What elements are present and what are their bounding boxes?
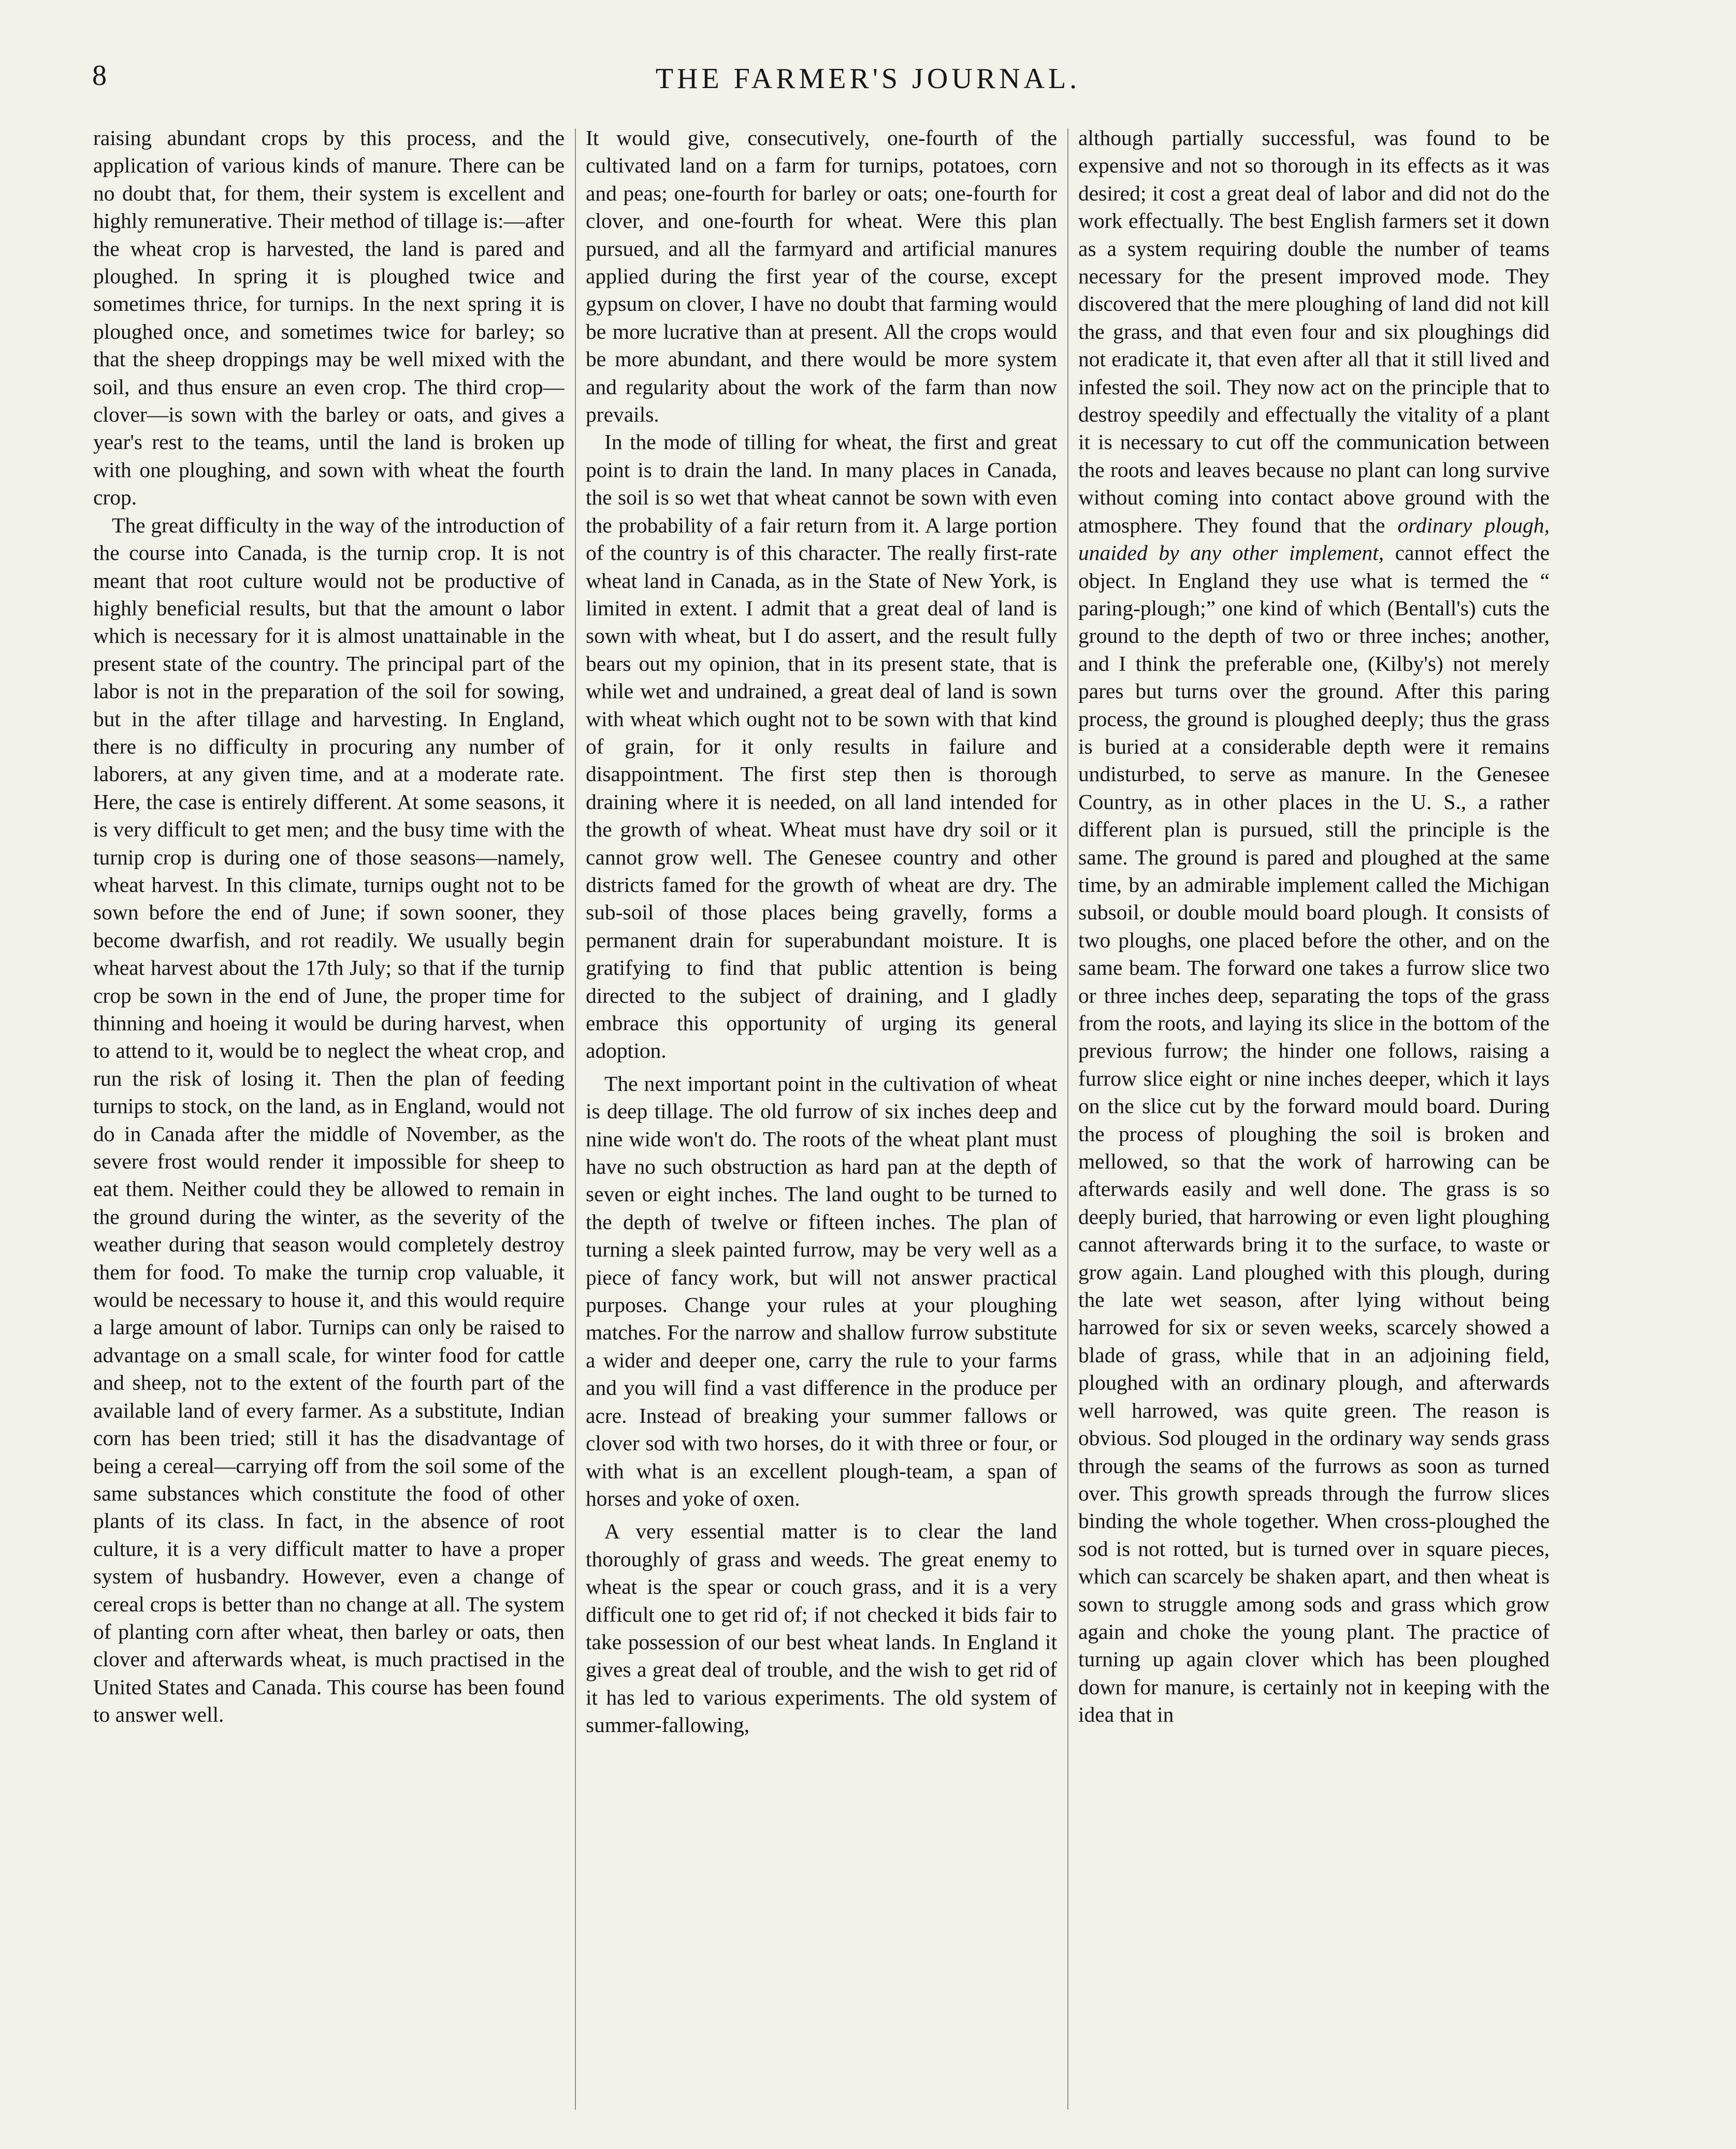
text-column-1 [93,124,565,2113]
running-title: THE FARMER'S JOURNAL. [655,63,1081,95]
paragraph: The next important point in the cultivation of wheat is deep tillage. The old furrow of six inches deep and nine wide won't do. The roots of the wheat plant must have no such obstruction as hard pan at the depth of seven or eight inches. The land ought to be turned to the depth of twelve or fifteen inches. The plan of turning a sleek painted furrow, may be very well as a piece of fancy work, but will not answer practical purposes. Change your rules at your ploughing matches. For the narrow and shallow furrow substitute a wider and deeper one, carry the rule to your farms and you will find a vast difference in the produce per acre. Instead of breaking your summer fallows or clover sod with two horses, do it with three or four, or with what is an excellent plough-team, a span of horses and yoke of oxen. [586,1071,1057,1510]
page-number: 8 [92,60,107,92]
column-rule [575,128,576,2110]
paragraph: A very essential matter is to clear the land thoroughly of grass and weeds. The great enemy to wheat is the spear or couch grass, and it is a very difficult one to get rid of; if not checked it bids fair to take possession of our best wheat lands. In England it gives a great deal of trouble, and the wish to get rid of it has led to various experiments. The old system of summer-fallowing, [586,1519,1057,1737]
article-body [93,124,1550,2113]
paragraph-text: although partially successful, was found to be expensive and not so thorough in its effects as it was desired; it cost a great deal of labor and did not do the work effectually. The best English farmers set it down as a system requiring double the number of teams necessary for the present improved mode. They discovered that the mere ploughing of land did not kill the grass, and that even four and six ploughings did not eradicate it, that even after all that it still lived and infested the soil. They now act on the principle that to destroy speedily and effectually the vitality of a plant it is necessary to cut off the communication between the roots and leaves because no plant can long survive without coming into contact above ground with the atmosphere. They found that the [1078,126,1550,537]
italic-phrase: ordinary plough, unaided by any other implement, [1078,513,1550,565]
text-column-2 [586,124,1057,2113]
text-column-3 [1078,124,1550,2113]
column-rule [1067,128,1068,2110]
paragraph: raising abundant crops by this process, and the application of various kinds of manure. There can be no doubt that, for them, their system is excellent and highly remunerative. Their method of tillage is:—after the wheat crop is harvested, the land is pared and ploughed. In spring it is ploughed twice and sometimes thrice, for turnips. In the next spring it is ploughed once, and sometimes twice for barley; so that the sheep droppings may be well mixed with the soil, and thus ensure an even crop. The third crop—clover—is sown with the barley or oats, and gives a year's rest to the teams, until the land is broken up with one ploughing, and sown with wheat the fourth crop. [93,126,565,510]
paragraph: In the mode of tilling for wheat, the first and great point is to drain the land. In many places in Canada, the soil is so wet that wheat cannot be sown with even the probability of a fair return from it. A large portion of the country is of this character. The really first-rate wheat land in Canada, as in the State of New York, is limited in extent. I admit that a great deal of land is sown with wheat, but I do assert, and the result fully bears out my opinion, that in its present state, that is while wet and undrained, a great deal of land is sown with wheat which ought not to be sown with that kind of grain, for it only results in failure and disappointment. The first step then is thorough draining where it is needed, on all land intended for the growth of wheat. Wheat must have dry soil or it cannot grow well. The Genesee country and other districts famed for the growth of wheat are dry. The sub-soil of those places being gravelly, forms a permanent drain for superabundant moisture. It is gratifying to find that public attention is being directed to the subject of draining, and I gladly embrace this opportunity of urging its general adoption. [586,430,1057,1063]
paragraph: It would give, consecutively, one-fourth of the cultivated land on a farm for turnips, potatoes, corn and peas; one-fourth for barley or oats; one-fourth for clover, and one-fourth for wheat. Were this plan pursued, and all the farmyard and artificial manures applied during the first year of the course, except gypsum on clover, I have no doubt that farming would be more lucrative than at present. All the crops would be more abundant, and there would be more system and regularity about the work of the farm than now prevails. [586,126,1057,427]
paragraph: The great difficulty in the way of the introduction of the course into Canada, is the turnip crop. It is not meant that root culture would not be productive of highly beneficial results, but that the amount o labor which is necessary for it is almost unattainable in the present state of the country. The principal part of the labor is not in the preparation of the soil for sowing, but in the after tillage and harvesting. In England, there is no difficulty in procuring any number of laborers, at any given time, and at a moderate rate. Here, the case is entirely different. At some seasons, it is very difficult to get men; and the busy time with the turnip crop is during one of those seasons—namely, wheat harvest. In this climate, turnips ought not to be sown before the end of June; if sown sooner, they become dwarfish, and rot readily. We usually begin wheat harvest about the 17th July; so that if the turnip crop be sown in the end of June, the proper time for thinning and hoeing it would be during harvest, when to attend to it, would be to neglect the wheat crop, and run the risk of losing it. Then the plan of feeding turnips to stock, on the land, as in England, would not do in Canada after the middle of November, as the severe frost would render it impossible for sheep to eat them. Neither could they be allowed to remain in the ground during the winter, as the severity of the weather during that season would completely destroy them for food. To make the turnip crop valuable, it would be necessary to house it, and this would require a large amount of labor. Turnips can only be raised to advantage on a small scale, for winter food for cattle and sheep, not to the extent of the fourth part of the available land of every farmer. As a substitute, Indian corn has been tried; still it has the disadvantage of being a cereal—carrying off from the soil some of the same substances which constitute the food of other plants of its class. In fact, in the absence of root culture, it is a very difficult matter to have a proper system of husbandry. However, even a change of cereal crops is better than no change at all. The system of planting corn after wheat, then barley or oats, then clover and afterwards wheat, is much practised in the United States and Canada. This course has been found to answer well. [93,513,565,1727]
paragraph-text: cannot effect the object. In England they use what is termed the “ paring-plough;” one kind of which (Bentall's) cuts the ground to the depth of two or three inches; another, and I think the preferable one, (Kilby's) not merely pares but turns over the ground. After this paring process, the ground is ploughed deeply; thus the grass is buried at a considerable depth were it remains undisturbed, to serve as manure. In the Genesee Country, as in other places in the U. S., a rather different plan is pursued, still the principle is the same. The ground is pared and ploughed at the same time, by an admirable implement called the Michigan subsoil, or double mould board plough. It consists of two ploughs, one placed before the other, and on the same beam. The forward one takes a furrow slice two or three inches deep, separating the tops of the grass from the roots, and laying its slice in the bottom of the previous furrow; the hinder one follows, raising a furrow slice eight or nine inches deeper, which it lays on the slice cut by the forward mould board. During the process of ploughing the soil is broken and mellowed, so that the work of harrowing can be afterwards easily and well done. The grass is so deeply buried, that harrowing or even light ploughing cannot afterwards bring it to the surface, to waste or grow again. Land ploughed with this plough, during the late wet season, after lying without being harrowed for six or seven weeks, scarcely showed a blade of grass, while that in an adjoining field, ploughed with an ordinary plough, and afterwards well harrowed, was quite green. The reason is obvious. Sod plouged in the ordinary way sends grass through the seams of the furrows as soon as turned over. This growth spreads through the furrow slices binding the whole together. When cross-ploughed the sod is not rotted, but is turned over in square pieces, which can scarcely be shaken apart, and then wheat is sown to struggle among sods and grass which grow again and choke the young plant. The practice of turning up again clover which has been ploughed down for manure, is certainly not in keeping with the idea that in [1078,541,1550,1727]
paragraph [1078,124,1550,1729]
